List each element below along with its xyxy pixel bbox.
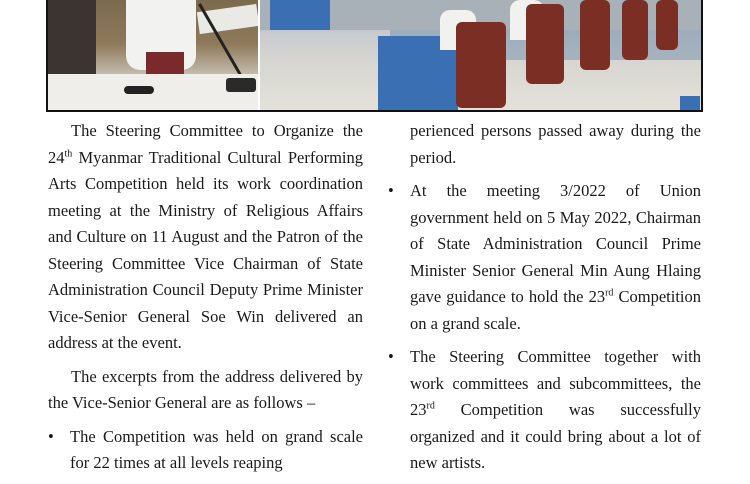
right-column (388, 118, 701, 484)
excerpts-paragraph: The excerpts from the address delivered by the Vice-Senior General are as follows – (48, 366, 363, 412)
bullet-marker: • (48, 426, 54, 446)
bullet-item (48, 424, 363, 477)
intro-paragraph: The Steering Committee to Organize the 24th Myanmar Traditional Cultural Performing Arts Competition held its work coordination meeting at the Ministry of Religious Affairs and Culture on 11 August and the Patron of the Steering Committee Vice Chairman of State Administration Council Deputy Prime Minister Vice-Senior General Soe Win delivered an address at the event. (48, 121, 363, 352)
news-photo (46, 0, 703, 112)
bullet-marker: • (388, 347, 394, 366)
photo-meeting-room (260, 0, 703, 110)
bullet-text: At the meeting 3/2022 of Union government held on 5 May 2022, Chairman of State Administration Council Prime Minister Senior General Min Aung Hlaing gave guidance to hold the 23rd Competition on a grand scale. (410, 181, 702, 333)
bullet-marker: • (388, 181, 394, 200)
bullet-item (388, 344, 701, 477)
continued-text: perienced persons passed away during the period. (410, 121, 701, 167)
bullet-text: The Competition was held on grand scale for 22 times at all levels reaping (70, 426, 363, 472)
bullet-text: The Steering Committee together with work committees and subcommittees, the 23rd Competition was successfully organized and it could bring about a lot of new artists. (410, 347, 701, 472)
left-column (48, 118, 363, 484)
bullet-item (388, 178, 701, 337)
photo-speaker (48, 0, 258, 110)
